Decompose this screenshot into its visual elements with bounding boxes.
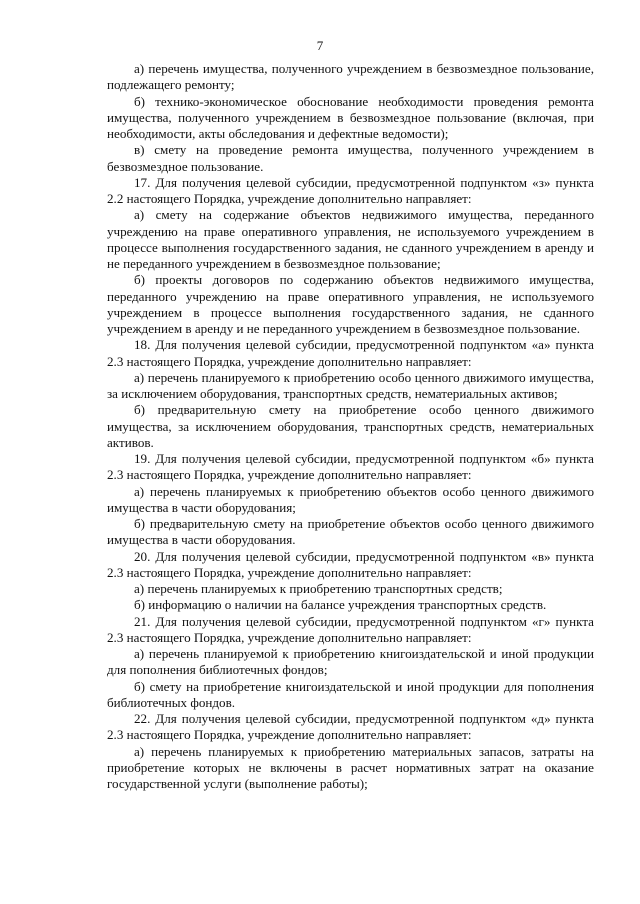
paragraph: а) перечень имущества, полученного учреждением в безвозмездное пользование, подлежащего ремонту; — [107, 61, 594, 93]
paragraph: 20. Для получения целевой субсидии, предусмотренной подпунктом «в» пункта 2.3 настоящего Порядка, учреждение дополнительно направляет: — [107, 548, 594, 580]
paragraph: 17. Для получения целевой субсидии, предусмотренной подпунктом «з» пункта 2.2 настоящего Порядка, учреждение дополнительно направляет: — [107, 174, 594, 206]
paragraph: 22. Для получения целевой субсидии, предусмотренной подпунктом «д» пункта 2.3 настоящего Порядка, учреждение дополнительно направляет: — [107, 711, 594, 743]
paragraph: в) смету на проведение ремонта имущества, полученного учреждением в безвозмездное пользование. — [107, 142, 594, 174]
document-body — [107, 61, 594, 792]
paragraph: б) предварительную смету на приобретение особо ценного движимого имущества, за исключением оборудования, транспортных средств, нематериальных активов. — [107, 402, 594, 450]
paragraph: 19. Для получения целевой субсидии, предусмотренной подпунктом «б» пункта 2.3 настоящего Порядка, учреждение дополнительно направляет: — [107, 451, 594, 483]
paragraph: б) предварительную смету на приобретение объектов особо ценного движимого имущества в части оборудования. — [107, 516, 594, 548]
paragraph: а) перечень планируемого к приобретению особо ценного движимого имущества, за исключением оборудования, транспортных средств, нематериальных активов; — [107, 369, 594, 401]
paragraph: 21. Для получения целевой субсидии, предусмотренной подпунктом «г» пункта 2.3 настоящего Порядка, учреждение дополнительно направляет: — [107, 613, 594, 645]
paragraph: а) перечень планируемых к приобретению объектов особо ценного движимого имущества в части оборудования; — [107, 483, 594, 515]
paragraph: б) смету на приобретение книгоиздательской и иной продукции для пополнения библиотечных фондов. — [107, 678, 594, 710]
paragraph: а) перечень планируемой к приобретению книгоиздательской и иной продукции для пополнения библиотечных фондов; — [107, 646, 594, 678]
paragraph: б) информацию о наличии на балансе учреждения транспортных средств. — [134, 597, 547, 613]
paragraph: б) технико-экономическое обоснование необходимости проведения ремонта имущества, полученного учреждением в безвозмездное пользование (включая, при необходимости, акты обследования и дефектные ведомости); — [107, 93, 594, 141]
paragraph: а) перечень планируемых к приобретению материальных запасов, затраты на приобретение которых не включены в расчет нормативных затрат на оказание государственной услуги (выполнение работы); — [107, 743, 594, 791]
paragraph: а) смету на содержание объектов недвижимого имущества, переданного учреждению на праве оперативного управления, не используемого учреждением в процессе выполнения государственного задания, не сданного учреждением в аренду и не переданного учреждением в безвозмездное пользование; — [107, 207, 594, 271]
paragraph: б) проекты договоров по содержанию объектов недвижимого имущества, переданного учреждению на праве оперативного управления, не используемого учреждением в процессе выполнения государственного задания, не сданного учреждением в аренду и не переданного учреждением в безвозмездное пользование. — [107, 272, 594, 336]
page-number: 7 — [316, 38, 324, 53]
paragraph: 18. Для получения целевой субсидии, предусмотренной подпунктом «а» пункта 2.3 настоящего Порядка, учреждение дополнительно направляет: — [107, 337, 594, 369]
paragraph: а) перечень планируемых к приобретению транспортных средств; — [134, 581, 503, 596]
